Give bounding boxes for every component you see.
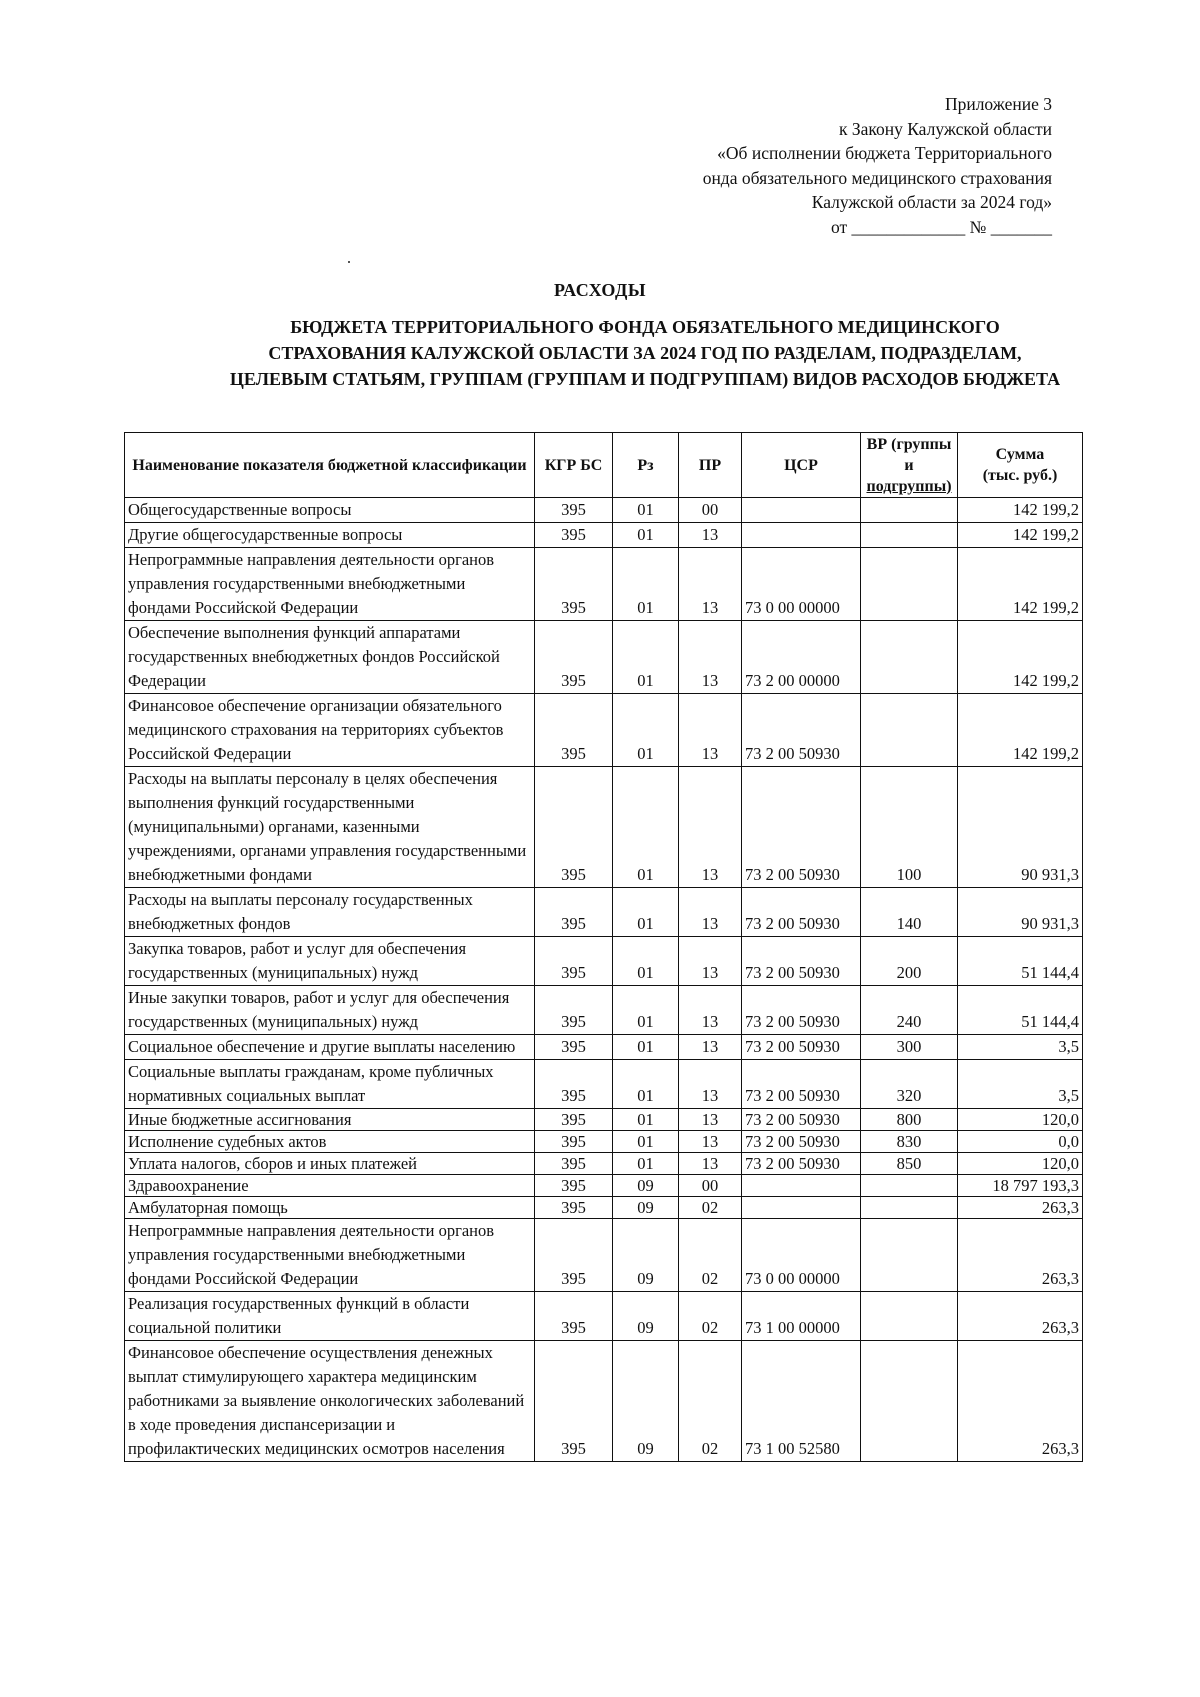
cell-pr: 13: [679, 1109, 742, 1131]
table-row: [125, 1060, 1083, 1109]
cell-name: Здравоохранение: [125, 1175, 535, 1197]
cell-vr: [861, 694, 958, 767]
cell-sum: 263,3: [958, 1197, 1083, 1219]
cell-name: Финансовое обеспечение организации обязательного медицинского страхования на территориях субъектов Российской Федерации: [125, 694, 535, 767]
header-sum-line: (тыс. руб.): [982, 467, 1058, 484]
table-row: [125, 1219, 1083, 1292]
cell-csr: 73 0 00 00000: [742, 548, 861, 621]
cell-pr: 13: [679, 1060, 742, 1109]
header-vr-line: и: [904, 456, 914, 474]
table-row: [125, 888, 1083, 937]
cell-vr: 200: [861, 937, 958, 986]
cell-name: Финансовое обеспечение осуществления денежных выплат стимулирующего характера медицинским работниками за выявление онкологических заболеваний в ходе проведения диспансеризации и профилактических медицинских осмотров населения: [125, 1341, 535, 1462]
cell-pr: 02: [679, 1292, 742, 1341]
cell-pr: 13: [679, 621, 742, 694]
cell-name: Иные бюджетные ассигнования: [125, 1109, 535, 1131]
annex-line: Калужской области за 2024 год»: [811, 192, 1052, 212]
cell-vr: [861, 1219, 958, 1292]
page-title: РАСХОДЫ: [553, 280, 647, 300]
cell-vr: [861, 1175, 958, 1197]
cell-csr: 73 1 00 00000: [742, 1292, 861, 1341]
cell-vr: [861, 621, 958, 694]
cell-vr: [861, 1292, 958, 1341]
cell-rz: 01: [613, 937, 679, 986]
cell-kgrbs: 395: [535, 523, 613, 548]
cell-name: Общегосударственные вопросы: [125, 498, 535, 523]
cell-pr: 02: [679, 1219, 742, 1292]
cell-name: Другие общегосударственные вопросы: [125, 523, 535, 548]
cell-rz: 01: [613, 1035, 679, 1060]
table-body: [125, 498, 1083, 1462]
cell-sum: 18 797 193,3: [958, 1175, 1083, 1197]
cell-csr: [742, 1197, 861, 1219]
cell-rz: 01: [613, 548, 679, 621]
table-row: [125, 498, 1083, 523]
cell-name: Социальное обеспечение и другие выплаты населению: [125, 1035, 535, 1060]
cell-kgrbs: 395: [535, 1219, 613, 1292]
cell-name: Расходы на выплаты персоналу государственных внебюджетных фондов: [125, 888, 535, 937]
cell-kgrbs: 395: [535, 498, 613, 523]
cell-vr: 830: [861, 1131, 958, 1153]
table-row: [125, 1109, 1083, 1131]
cell-rz: 01: [613, 694, 679, 767]
cell-sum: 3,5: [958, 1035, 1083, 1060]
cell-kgrbs: 395: [535, 1109, 613, 1131]
cell-pr: 13: [679, 1153, 742, 1175]
cell-rz: 09: [613, 1292, 679, 1341]
cell-rz: 09: [613, 1175, 679, 1197]
cell-kgrbs: 395: [535, 1153, 613, 1175]
header-sum-line: Сумма: [995, 446, 1045, 463]
cell-vr: 100: [861, 767, 958, 888]
cell-kgrbs: 395: [535, 1292, 613, 1341]
cell-sum: 90 931,3: [958, 888, 1083, 937]
cell-pr: 13: [679, 1131, 742, 1153]
table-row: [125, 1341, 1083, 1462]
cell-vr: [861, 523, 958, 548]
cell-csr: 73 0 00 00000: [742, 1219, 861, 1292]
cell-vr: [861, 498, 958, 523]
header-rz: Рз: [613, 433, 679, 498]
header-vr-line: ВР (группы: [866, 435, 952, 453]
cell-csr: 73 2 00 50930: [742, 1035, 861, 1060]
cell-csr: 73 2 00 50930: [742, 888, 861, 937]
annex-line: к Закону Калужской области: [838, 118, 1052, 139]
table-row: [125, 937, 1083, 986]
cell-name: Исполнение судебных актов: [125, 1131, 535, 1153]
cell-csr: 73 2 00 50930: [742, 1153, 861, 1175]
cell-vr: 300: [861, 1035, 958, 1060]
cell-csr: 73 2 00 50930: [742, 1131, 861, 1153]
cell-kgrbs: 395: [535, 1197, 613, 1219]
cell-pr: 02: [679, 1341, 742, 1462]
cell-rz: 01: [613, 1153, 679, 1175]
cell-name: Непрограммные направления деятельности органов управления государственными внебюджетными фондами Российской Федерации: [125, 548, 535, 621]
cell-vr: 320: [861, 1060, 958, 1109]
table-row: [125, 523, 1083, 548]
cell-kgrbs: 395: [535, 1341, 613, 1462]
header-sum: [958, 433, 1083, 498]
table-row: [125, 1175, 1083, 1197]
cell-vr: [861, 548, 958, 621]
cell-kgrbs: 395: [535, 986, 613, 1035]
cell-pr: 13: [679, 767, 742, 888]
cell-pr: 00: [679, 1175, 742, 1197]
cell-name: Иные закупки товаров, работ и услуг для обеспечения государственных (муниципальных) нужд: [125, 986, 535, 1035]
table-row: [125, 1197, 1083, 1219]
cell-kgrbs: 395: [535, 694, 613, 767]
cell-sum: 263,3: [958, 1292, 1083, 1341]
cell-pr: 13: [679, 1035, 742, 1060]
cell-pr: 00: [679, 498, 742, 523]
annex-line: онда обязательного медицинского страхования: [702, 167, 1052, 188]
table-row: [125, 1131, 1083, 1153]
cell-kgrbs: 395: [535, 1035, 613, 1060]
annex-line: Приложение 3: [944, 94, 1052, 114]
table-row: [125, 1153, 1083, 1175]
cell-pr: 13: [679, 523, 742, 548]
cell-name: Расходы на выплаты персоналу в целях обеспечения выполнения функций государственными (муниципальными) органами, казенными учреждениями, органами управления государственными внебюджетными фондами: [125, 767, 535, 888]
cell-sum: 142 199,2: [958, 498, 1083, 523]
cell-sum: 120,0: [958, 1153, 1083, 1175]
cell-kgrbs: 395: [535, 767, 613, 888]
header-vr: [861, 433, 958, 498]
cell-rz: 01: [613, 621, 679, 694]
cell-kgrbs: 395: [535, 1131, 613, 1153]
table-header-row: [125, 433, 1083, 498]
cell-csr: 73 2 00 50930: [742, 767, 861, 888]
cell-csr: [742, 523, 861, 548]
header-csr: ЦСР: [742, 433, 861, 498]
cell-name: Реализация государственных функций в области социальной политики: [125, 1292, 535, 1341]
cell-rz: 09: [613, 1219, 679, 1292]
cell-rz: 01: [613, 888, 679, 937]
annex-date-number-line: от _____________ № _______: [831, 216, 1052, 237]
cell-name: Социальные выплаты гражданам, кроме публичных нормативных социальных выплат: [125, 1060, 535, 1109]
cell-csr: 73 2 00 50930: [742, 937, 861, 986]
cell-rz: 01: [613, 523, 679, 548]
header-kgrbs: КГР БС: [535, 433, 613, 498]
cell-vr: [861, 1197, 958, 1219]
header-vr-line: подгруппы): [866, 477, 952, 495]
annex-line: «Об исполнении бюджета Территориального: [717, 143, 1052, 163]
cell-sum: 0,0: [958, 1131, 1083, 1153]
cell-csr: 73 1 00 52580: [742, 1341, 861, 1462]
cell-sum: 142 199,2: [958, 621, 1083, 694]
cell-name: Обеспечение выполнения функций аппаратами государственных внебюджетных фондов Российской Федерации: [125, 621, 535, 694]
cell-csr: [742, 498, 861, 523]
cell-kgrbs: 395: [535, 621, 613, 694]
table-row: [125, 548, 1083, 621]
cell-rz: 09: [613, 1197, 679, 1219]
cell-pr: 13: [679, 888, 742, 937]
cell-sum: 263,3: [958, 1341, 1083, 1462]
cell-pr: 13: [679, 548, 742, 621]
cell-name: Амбулаторная помощь: [125, 1197, 535, 1219]
cell-sum: 142 199,2: [958, 694, 1083, 767]
cell-name: Непрограммные направления деятельности органов управления государственными внебюджетными фондами Российской Федерации: [125, 1219, 535, 1292]
cell-sum: 3,5: [958, 1060, 1083, 1109]
cell-csr: [742, 1175, 861, 1197]
subtitle-line: ЦЕЛЕВЫМ СТАТЬЯМ, ГРУППАМ (ГРУППАМ И ПОДГРУППАМ) ВИДОВ РАСХОДОВ БЮДЖЕТА: [229, 369, 1061, 389]
cell-kgrbs: 395: [535, 1060, 613, 1109]
table-row: [125, 1035, 1083, 1060]
cell-csr: 73 2 00 00000: [742, 621, 861, 694]
cell-pr: 13: [679, 986, 742, 1035]
page-subtitle: [150, 314, 1140, 392]
table-row: [125, 694, 1083, 767]
cell-kgrbs: 395: [535, 937, 613, 986]
cell-rz: 01: [613, 767, 679, 888]
budget-expenses-table: [124, 432, 1083, 1462]
subtitle-line: СТРАХОВАНИЯ КАЛУЖСКОЙ ОБЛАСТИ ЗА 2024 ГОД ПО РАЗДЕЛАМ, ПОДРАЗДЕЛАМ,: [268, 343, 1022, 363]
annex-block: [703, 92, 1052, 239]
cell-csr: 73 2 00 50930: [742, 986, 861, 1035]
table-row: [125, 767, 1083, 888]
cell-kgrbs: 395: [535, 888, 613, 937]
cell-name: Уплата налогов, сборов и иных платежей: [125, 1153, 535, 1175]
subtitle-line: БЮДЖЕТА ТЕРРИТОРИАЛЬНОГО ФОНДА ОБЯЗАТЕЛЬНОГО МЕДИЦИНСКОГО: [290, 317, 1000, 337]
cell-vr: 140: [861, 888, 958, 937]
cell-kgrbs: 395: [535, 1175, 613, 1197]
cell-csr: 73 2 00 50930: [742, 1109, 861, 1131]
cell-rz: 01: [613, 986, 679, 1035]
cell-vr: 800: [861, 1109, 958, 1131]
table-row: [125, 621, 1083, 694]
header-name: Наименование показателя бюджетной классификации: [125, 433, 535, 498]
cell-sum: 51 144,4: [958, 986, 1083, 1035]
cell-name: Закупка товаров, работ и услуг для обеспечения государственных (муниципальных) нужд: [125, 937, 535, 986]
cell-rz: 01: [613, 1109, 679, 1131]
cell-sum: 142 199,2: [958, 523, 1083, 548]
cell-sum: 90 931,3: [958, 767, 1083, 888]
cell-sum: 142 199,2: [958, 548, 1083, 621]
cell-pr: 02: [679, 1197, 742, 1219]
cell-csr: 73 2 00 50930: [742, 694, 861, 767]
cell-sum: 51 144,4: [958, 937, 1083, 986]
cell-vr: 850: [861, 1153, 958, 1175]
scan-speck: [348, 261, 350, 263]
table-row: [125, 1292, 1083, 1341]
cell-vr: 240: [861, 986, 958, 1035]
cell-rz: 01: [613, 498, 679, 523]
cell-sum: 120,0: [958, 1109, 1083, 1131]
cell-csr: 73 2 00 50930: [742, 1060, 861, 1109]
cell-vr: [861, 1341, 958, 1462]
cell-sum: 263,3: [958, 1219, 1083, 1292]
cell-rz: 09: [613, 1341, 679, 1462]
cell-rz: 01: [613, 1131, 679, 1153]
cell-pr: 13: [679, 937, 742, 986]
header-pr: ПР: [679, 433, 742, 498]
cell-kgrbs: 395: [535, 548, 613, 621]
cell-rz: 01: [613, 1060, 679, 1109]
table-row: [125, 986, 1083, 1035]
cell-pr: 13: [679, 694, 742, 767]
